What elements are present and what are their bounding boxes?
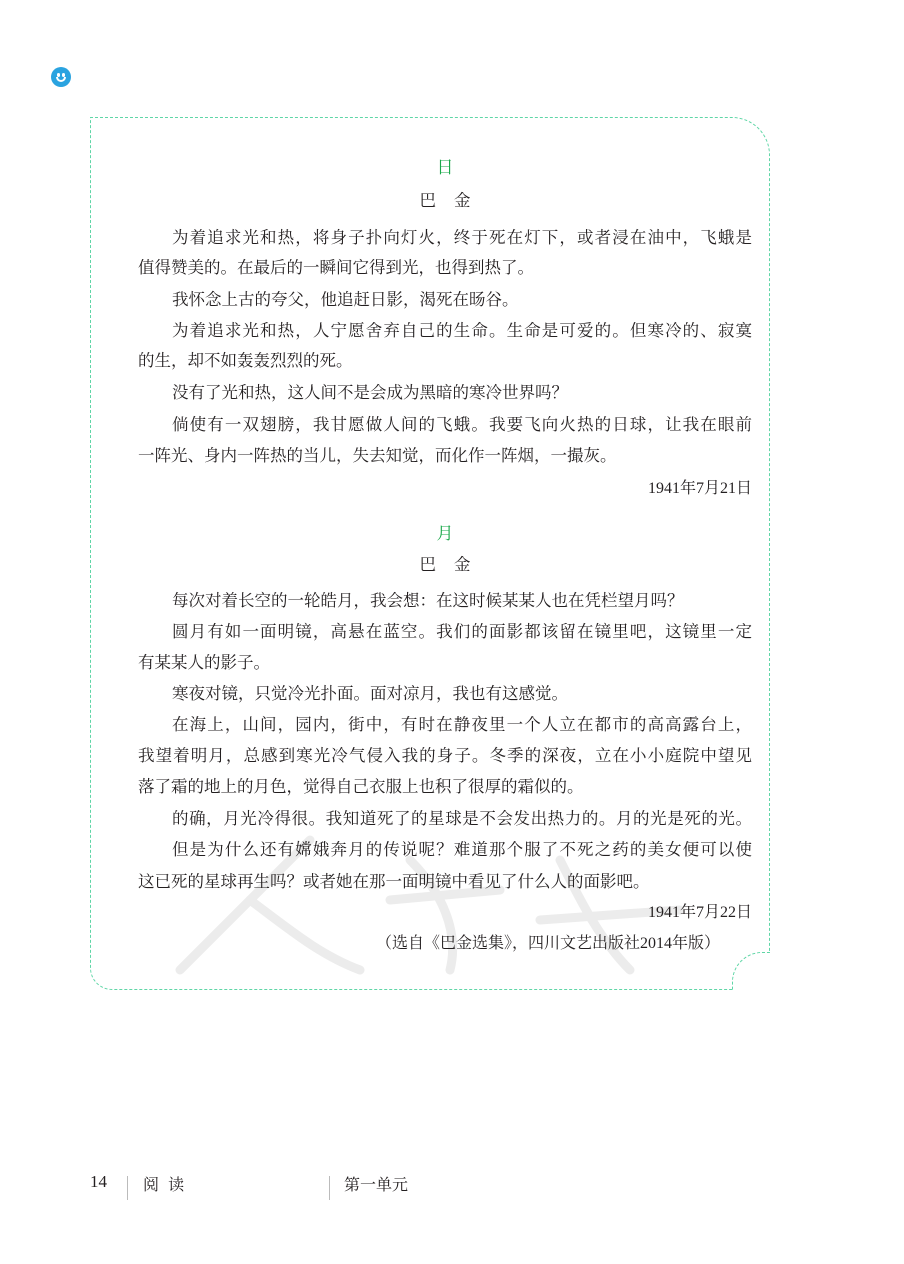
source-citation: （选自《巴金选集》，四川文艺出版社2014年版） [375,935,720,952]
footer-divider [329,1176,330,1200]
moon-date: 1941年7月22日 [647,904,752,921]
text-line: 我怀念上古的夸父，他追赶日影，渴死在旸谷。 [172,290,519,309]
text-line: 值得赞美的。在最后的一瞬间它得到光，也得到热了。 [138,258,534,277]
sun-date: 1941年7月21日 [647,480,752,497]
moon-title: 月 [436,524,454,544]
text-line: 一阵光、身内一阵热的当儿，失去知觉，而化作一阵烟，一撮灰。 [138,446,617,465]
text-line: 的确，月光冷得很。我知道死了的星球是不会发出热力的。月的光是死的光。 [172,809,752,828]
page-number: 14 [90,1172,107,1191]
text-line: 我望着明月，总感到寒光冷气侵入我的身子。冬季的深夜，立在小小庭院中望见 [138,746,752,765]
text-line: 寒夜对镜，只觉冷光扑面。面对凉月，我也有这感觉。 [172,684,568,703]
sun-author: 巴金 [419,191,489,210]
text-line: 为着追求光和热，人宁愿舍弃自己的生命。生命是可爱的。但寒冷的、寂寞 [172,321,752,340]
text-line: 倘使有一双翅膀，我甘愿做人间的飞蛾。我要飞向火热的日球，让我在眼前 [172,415,752,434]
text-line: 但是为什么还有嫦娥奔月的传说呢？难道那个服了不死之药的美女便可以使 [172,840,752,859]
text-line: 的生，却不如轰轰烈烈的死。 [138,351,353,370]
text-line: 有某某人的影子。 [138,653,270,672]
text-line: 在海上，山间，园内，街中，有时在静夜里一个人立在都市的高高露台上， [172,715,752,734]
footer-divider [127,1176,128,1200]
moon-author: 巴金 [419,555,489,574]
footer-section: 阅 读 [143,1175,187,1194]
sun-title: 日 [436,158,454,178]
smiley-icon [51,67,71,87]
footer-unit: 第一单元 [344,1175,409,1194]
text-line: 为着追求光和热，将身子扑向灯火，终于死在灯下，或者浸在油中，飞蛾是 [172,228,752,247]
text-line: 落了霜的地上的月色，觉得自己衣服上也积了很厚的霜似的。 [138,777,584,796]
text-line: 圆月有如一面明镜，高悬在蓝空。我们的面影都该留在镜里吧，这镜里一定 [172,622,752,641]
text-line: 每次对着长空的一轮皓月，我会想：在这时候某某人也在凭栏望月吗？ [172,591,684,610]
text-line: 没有了光和热，这人间不是会成为黑暗的寒冷世界吗？ [172,383,568,402]
text-line: 这已死的星球再生吗？或者她在那一面明镜中看见了什么人的面影吧。 [138,872,650,891]
